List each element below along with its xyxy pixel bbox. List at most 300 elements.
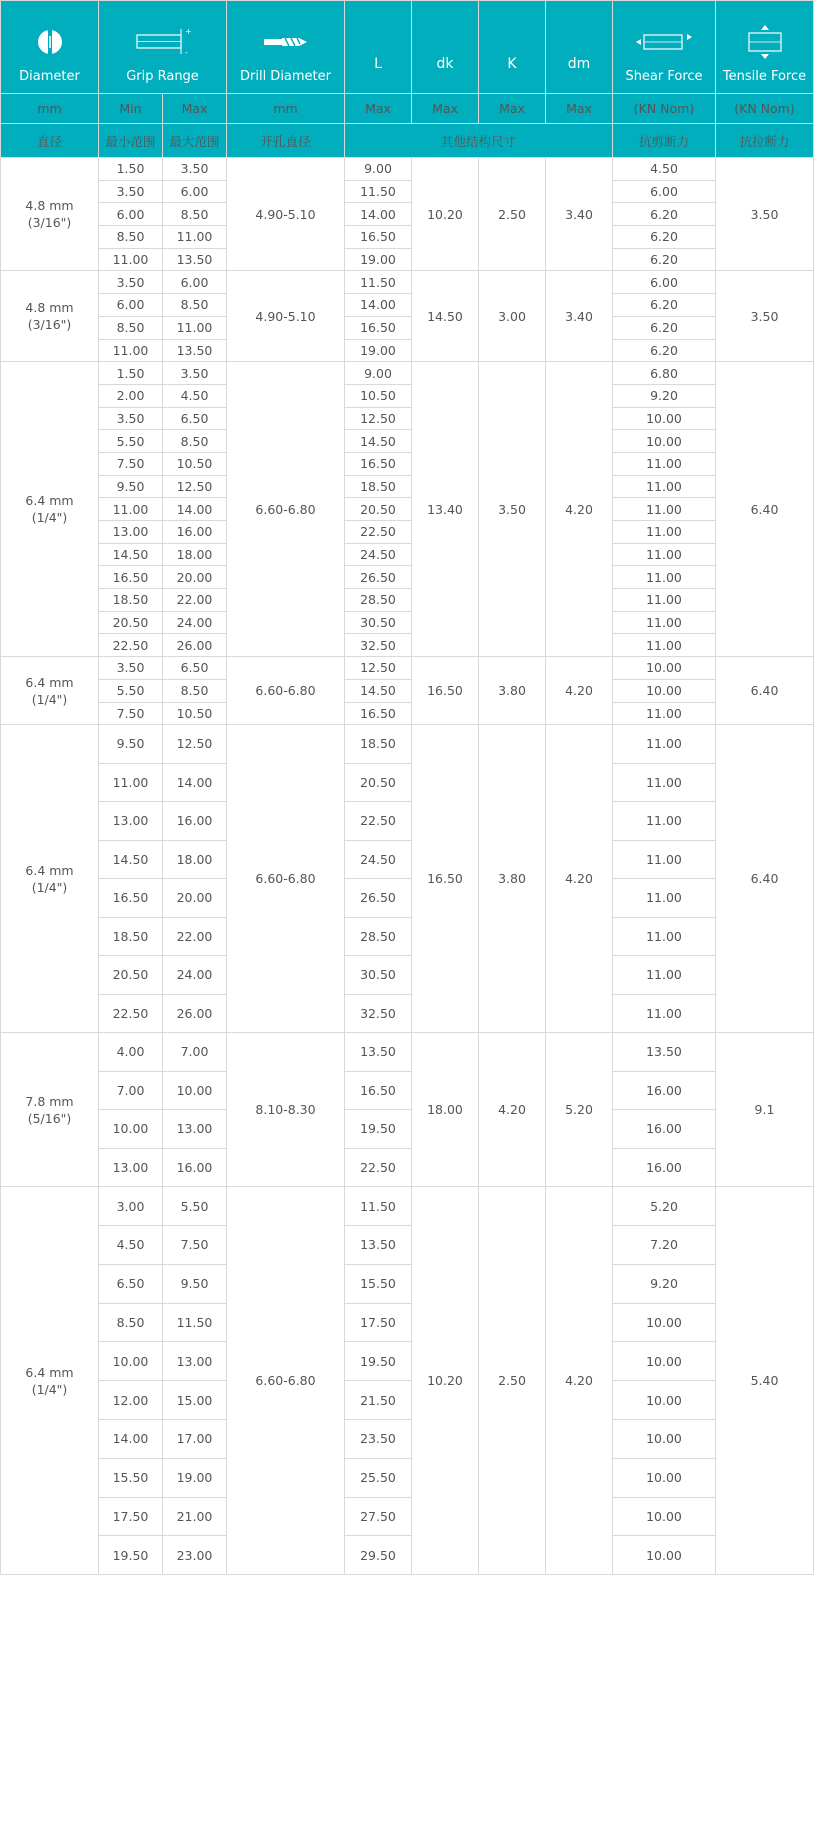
length-cell: 28.50 [345, 917, 412, 956]
dm-cell: 4.20 [546, 1187, 613, 1575]
shear-force-cell: 10.00 [613, 1342, 716, 1381]
grip-max-cell: 18.00 [163, 543, 227, 566]
shear-force-cell: 11.00 [613, 956, 716, 995]
shear-force-icon [613, 11, 715, 51]
shear-force-cell: 5.20 [613, 1187, 716, 1226]
shear-force-cell: 10.00 [613, 1497, 716, 1536]
grip-max-cell: 18.00 [163, 840, 227, 879]
length-cell: 20.50 [345, 498, 412, 521]
drill-diameter-cell: 4.90-5.10 [227, 158, 345, 271]
grip-min-cell: 18.50 [99, 917, 163, 956]
length-cell: 9.00 [345, 362, 412, 385]
length-cell: 21.50 [345, 1381, 412, 1420]
length-cell: 18.50 [345, 475, 412, 498]
shear-force-cell: 10.00 [613, 1536, 716, 1575]
k-cell: 3.80 [479, 725, 546, 1033]
svg-text:+: + [184, 26, 192, 36]
grip-max-cell: 19.00 [163, 1458, 227, 1497]
grip-min-cell: 7.00 [99, 1071, 163, 1110]
length-cell: 22.50 [345, 802, 412, 841]
length-cell: 14.00 [345, 294, 412, 317]
table-row [1, 802, 814, 841]
tensile-force-cell: 6.40 [716, 725, 814, 1033]
grip-min-cell: 20.50 [99, 956, 163, 995]
table-row [1, 521, 814, 544]
dk-cell: 14.50 [412, 271, 479, 362]
table-row [1, 1458, 814, 1497]
diameter-mm: 6.4 mm [25, 493, 74, 509]
shear-force-cell: 11.00 [613, 840, 716, 879]
unit-grip-max: Max [163, 94, 227, 124]
table-row [1, 203, 814, 226]
cn-grip-max: 最大范围 [163, 124, 227, 158]
shear-force-cell: 6.20 [613, 226, 716, 249]
table-row [1, 1225, 814, 1264]
dk-cell: 10.20 [412, 158, 479, 271]
header-dm-label: dm [567, 55, 591, 72]
length-cell: 24.50 [345, 543, 412, 566]
length-cell: 30.50 [345, 611, 412, 634]
diameter-mm: 7.8 mm [25, 1093, 74, 1109]
length-cell: 16.50 [345, 452, 412, 475]
grip-range-icon [99, 11, 226, 57]
diameter-inch: (5/16") [27, 1110, 72, 1126]
dk-cell: 13.40 [412, 362, 479, 657]
grip-max-cell: 10.50 [163, 452, 227, 475]
tensile-force-cell: 3.50 [716, 271, 814, 362]
diameter-cell [1, 362, 99, 657]
cn-shear: 抗剪断力 [613, 124, 716, 158]
diameter-inch: (3/16") [27, 317, 72, 333]
table-row [1, 1536, 814, 1575]
header-tensile-label: Tensile Force [722, 68, 807, 84]
diameter-inch: (1/4") [31, 510, 68, 526]
dk-cell: 18.00 [412, 1033, 479, 1187]
k-cell: 2.50 [479, 1187, 546, 1575]
grip-max-cell: 8.50 [163, 203, 227, 226]
grip-max-cell: 16.00 [163, 521, 227, 544]
shear-force-cell: 6.00 [613, 180, 716, 203]
grip-max-cell: 11.00 [163, 316, 227, 339]
grip-min-cell: 19.50 [99, 1536, 163, 1575]
diameter-mm: 4.8 mm [25, 198, 74, 214]
grip-min-cell: 4.00 [99, 1033, 163, 1072]
grip-max-cell: 5.50 [163, 1187, 227, 1226]
length-cell: 26.50 [345, 566, 412, 589]
unit-dm: Max [546, 94, 613, 124]
table-row [1, 763, 814, 802]
grip-min-cell: 3.50 [99, 271, 163, 294]
grip-min-cell: 5.50 [99, 679, 163, 702]
grip-max-cell: 4.50 [163, 384, 227, 407]
table-row [1, 1110, 814, 1149]
table-row [1, 1303, 814, 1342]
grip-min-cell: 5.50 [99, 430, 163, 453]
shear-force-cell: 10.00 [613, 657, 716, 680]
grip-max-cell: 26.00 [163, 994, 227, 1033]
table-row [1, 271, 814, 294]
grip-max-cell: 13.00 [163, 1342, 227, 1381]
grip-min-cell: 11.00 [99, 763, 163, 802]
grip-max-cell: 24.00 [163, 956, 227, 995]
dk-cell: 16.50 [412, 725, 479, 1033]
shear-force-cell: 7.20 [613, 1225, 716, 1264]
grip-min-cell: 13.00 [99, 1148, 163, 1187]
diameter-cell [1, 1033, 99, 1187]
grip-max-cell: 20.00 [163, 879, 227, 918]
table-row [1, 840, 814, 879]
shear-force-cell: 4.50 [613, 158, 716, 181]
dm-cell: 4.20 [546, 725, 613, 1033]
shear-force-cell: 6.20 [613, 248, 716, 271]
table-row [1, 226, 814, 249]
length-cell: 22.50 [345, 521, 412, 544]
grip-max-cell: 7.50 [163, 1225, 227, 1264]
grip-min-cell: 3.50 [99, 657, 163, 680]
grip-max-cell: 16.00 [163, 1148, 227, 1187]
table-row [1, 1071, 814, 1110]
table-row [1, 316, 814, 339]
shear-force-cell: 11.00 [613, 589, 716, 612]
table-row [1, 1381, 814, 1420]
table-row [1, 634, 814, 657]
diameter-cell [1, 657, 99, 725]
grip-min-cell: 9.50 [99, 725, 163, 764]
drill-diameter-cell: 6.60-6.80 [227, 362, 345, 657]
cn-grip-min: 最小范围 [99, 124, 163, 158]
table-row [1, 1419, 814, 1458]
length-cell: 19.50 [345, 1110, 412, 1149]
shear-force-cell: 6.80 [613, 362, 716, 385]
grip-min-cell: 3.50 [99, 180, 163, 203]
k-cell: 2.50 [479, 158, 546, 271]
grip-min-cell: 13.00 [99, 802, 163, 841]
length-cell: 9.00 [345, 158, 412, 181]
table-row [1, 339, 814, 362]
shear-force-cell: 10.00 [613, 430, 716, 453]
grip-min-cell: 11.00 [99, 339, 163, 362]
rivet-diameter-icon [1, 11, 98, 51]
table-row [1, 452, 814, 475]
table-row [1, 566, 814, 589]
grip-max-cell: 14.00 [163, 763, 227, 802]
header-K-label: K [507, 55, 517, 72]
shear-force-cell: 9.20 [613, 1264, 716, 1303]
unit-drill: mm [227, 94, 345, 124]
grip-min-cell: 7.50 [99, 702, 163, 725]
header-L-label: L [374, 55, 382, 72]
grip-min-cell: 3.50 [99, 407, 163, 430]
header-dk [412, 1, 479, 94]
shear-force-cell: 6.20 [613, 203, 716, 226]
table-row [1, 611, 814, 634]
grip-min-cell: 4.50 [99, 1225, 163, 1264]
grip-min-cell: 6.50 [99, 1264, 163, 1303]
grip-min-cell: 14.50 [99, 840, 163, 879]
grip-max-cell: 12.50 [163, 475, 227, 498]
length-cell: 28.50 [345, 589, 412, 612]
table-row [1, 475, 814, 498]
grip-min-cell: 17.50 [99, 1497, 163, 1536]
length-cell: 18.50 [345, 725, 412, 764]
shear-force-cell: 6.20 [613, 294, 716, 317]
table-row [1, 1148, 814, 1187]
diameter-cell [1, 271, 99, 362]
grip-min-cell: 2.00 [99, 384, 163, 407]
k-cell: 3.00 [479, 271, 546, 362]
grip-min-cell: 8.50 [99, 226, 163, 249]
dm-cell: 4.20 [546, 362, 613, 657]
drill-diameter-cell: 6.60-6.80 [227, 1187, 345, 1575]
table-row [1, 430, 814, 453]
header-drill-label: Drill Diameter [239, 68, 331, 84]
grip-min-cell: 7.50 [99, 452, 163, 475]
header-diameter-label: Diameter [19, 68, 80, 84]
table-row [1, 362, 814, 385]
drill-diameter-cell: 6.60-6.80 [227, 725, 345, 1033]
grip-max-cell: 9.50 [163, 1264, 227, 1303]
table-row [1, 679, 814, 702]
grip-min-cell: 14.00 [99, 1419, 163, 1458]
tensile-force-cell: 6.40 [716, 362, 814, 657]
length-cell: 30.50 [345, 956, 412, 995]
cn-drill: 开孔直径 [227, 124, 345, 158]
header-diameter [1, 1, 99, 94]
grip-max-cell: 23.00 [163, 1536, 227, 1575]
length-cell: 16.50 [345, 226, 412, 249]
shear-force-cell: 11.00 [613, 498, 716, 521]
drill-diameter-cell: 8.10-8.30 [227, 1033, 345, 1187]
grip-max-cell: 17.00 [163, 1419, 227, 1458]
drill-diameter-cell: 4.90-5.10 [227, 271, 345, 362]
grip-max-cell: 13.00 [163, 1110, 227, 1149]
table-row [1, 1497, 814, 1536]
grip-max-cell: 24.00 [163, 611, 227, 634]
shear-force-cell: 11.00 [613, 994, 716, 1033]
header-tensile-force [716, 1, 814, 94]
table-row [1, 1187, 814, 1226]
grip-max-cell: 3.50 [163, 158, 227, 181]
shear-force-cell: 10.00 [613, 1381, 716, 1420]
spec-table-body [1, 158, 814, 1575]
shear-force-cell: 11.00 [613, 521, 716, 544]
grip-max-cell: 8.50 [163, 679, 227, 702]
grip-min-cell: 1.50 [99, 158, 163, 181]
grip-min-cell: 8.50 [99, 1303, 163, 1342]
table-row [1, 1264, 814, 1303]
shear-force-cell: 9.20 [613, 384, 716, 407]
length-cell: 16.50 [345, 1071, 412, 1110]
grip-max-cell: 20.00 [163, 566, 227, 589]
table-row [1, 702, 814, 725]
cn-diameter: 直径 [1, 124, 99, 158]
unit-tensile: (KN Nom) [716, 94, 814, 124]
header-L [345, 1, 412, 94]
length-cell: 19.00 [345, 339, 412, 362]
length-cell: 20.50 [345, 763, 412, 802]
table-row [1, 589, 814, 612]
table-row [1, 994, 814, 1033]
length-cell: 12.50 [345, 657, 412, 680]
shear-force-cell: 10.00 [613, 679, 716, 702]
length-cell: 12.50 [345, 407, 412, 430]
unit-L: Max [345, 94, 412, 124]
dm-cell: 3.40 [546, 158, 613, 271]
unit-dk: Max [412, 94, 479, 124]
grip-min-cell: 12.00 [99, 1381, 163, 1420]
svg-text:-: - [184, 47, 188, 57]
shear-force-cell: 11.00 [613, 802, 716, 841]
tensile-force-cell: 5.40 [716, 1187, 814, 1575]
length-cell: 24.50 [345, 840, 412, 879]
grip-max-cell: 16.00 [163, 802, 227, 841]
length-cell: 11.50 [345, 1187, 412, 1226]
drill-bit-icon [227, 11, 344, 51]
header-grip-range [99, 1, 227, 94]
table-row [1, 543, 814, 566]
length-cell: 14.50 [345, 430, 412, 453]
unit-shear: (KN Nom) [613, 94, 716, 124]
grip-min-cell: 8.50 [99, 316, 163, 339]
length-cell: 14.00 [345, 203, 412, 226]
length-cell: 26.50 [345, 879, 412, 918]
diameter-mm: 4.8 mm [25, 300, 74, 316]
grip-max-cell: 22.00 [163, 917, 227, 956]
length-cell: 13.50 [345, 1033, 412, 1072]
table-row [1, 1033, 814, 1072]
shear-force-cell: 10.00 [613, 1303, 716, 1342]
grip-max-cell: 8.50 [163, 430, 227, 453]
length-cell: 15.50 [345, 1264, 412, 1303]
grip-max-cell: 22.00 [163, 589, 227, 612]
dm-cell: 5.20 [546, 1033, 613, 1187]
k-cell: 4.20 [479, 1033, 546, 1187]
shear-force-cell: 6.00 [613, 271, 716, 294]
diameter-cell [1, 1187, 99, 1575]
grip-min-cell: 15.50 [99, 1458, 163, 1497]
length-cell: 23.50 [345, 1419, 412, 1458]
grip-max-cell: 6.00 [163, 271, 227, 294]
grip-min-cell: 22.50 [99, 994, 163, 1033]
header-shear-force [613, 1, 716, 94]
grip-min-cell: 11.00 [99, 248, 163, 271]
grip-max-cell: 6.50 [163, 657, 227, 680]
grip-max-cell: 14.00 [163, 498, 227, 521]
length-cell: 17.50 [345, 1303, 412, 1342]
shear-force-cell: 11.00 [613, 543, 716, 566]
shear-force-cell: 10.00 [613, 407, 716, 430]
shear-force-cell: 11.00 [613, 917, 716, 956]
shear-force-cell: 11.00 [613, 611, 716, 634]
grip-min-cell: 22.50 [99, 634, 163, 657]
k-cell: 3.80 [479, 657, 546, 725]
table-row [1, 725, 814, 764]
grip-max-cell: 10.00 [163, 1071, 227, 1110]
table-row [1, 956, 814, 995]
shear-force-cell: 16.00 [613, 1071, 716, 1110]
length-cell: 32.50 [345, 994, 412, 1033]
grip-max-cell: 11.00 [163, 226, 227, 249]
shear-force-cell: 11.00 [613, 452, 716, 475]
table-row [1, 248, 814, 271]
grip-min-cell: 6.00 [99, 294, 163, 317]
length-cell: 13.50 [345, 1225, 412, 1264]
grip-min-cell: 10.00 [99, 1342, 163, 1381]
header-drill-diameter [227, 1, 345, 94]
grip-max-cell: 3.50 [163, 362, 227, 385]
unit-row [1, 94, 814, 124]
length-cell: 16.50 [345, 702, 412, 725]
length-cell: 16.50 [345, 316, 412, 339]
cn-other-dimensions: 其他结构尺寸 [345, 124, 613, 158]
length-cell: 10.50 [345, 384, 412, 407]
grip-min-cell: 13.00 [99, 521, 163, 544]
length-cell: 27.50 [345, 1497, 412, 1536]
diameter-mm: 6.4 mm [25, 674, 74, 690]
length-cell: 11.50 [345, 271, 412, 294]
header-dk-label: dk [436, 55, 454, 72]
grip-min-cell: 6.00 [99, 203, 163, 226]
shear-force-cell: 11.00 [613, 879, 716, 918]
table-row [1, 879, 814, 918]
grip-max-cell: 12.50 [163, 725, 227, 764]
diameter-inch: (1/4") [31, 879, 68, 895]
unit-grip-min: Min [99, 94, 163, 124]
grip-min-cell: 3.00 [99, 1187, 163, 1226]
grip-max-cell: 21.00 [163, 1497, 227, 1536]
table-row [1, 180, 814, 203]
grip-min-cell: 16.50 [99, 566, 163, 589]
shear-force-cell: 16.00 [613, 1110, 716, 1149]
unit-K: Max [479, 94, 546, 124]
diameter-mm: 6.4 mm [25, 1364, 74, 1380]
grip-min-cell: 14.50 [99, 543, 163, 566]
table-row [1, 158, 814, 181]
table-row [1, 294, 814, 317]
length-cell: 19.50 [345, 1342, 412, 1381]
grip-min-cell: 18.50 [99, 589, 163, 612]
header-K [479, 1, 546, 94]
cn-tensile: 抗拉断力 [716, 124, 814, 158]
grip-max-cell: 8.50 [163, 294, 227, 317]
shear-force-cell: 10.00 [613, 1419, 716, 1458]
grip-max-cell: 6.00 [163, 180, 227, 203]
shear-force-cell: 16.00 [613, 1148, 716, 1187]
dm-cell: 3.40 [546, 271, 613, 362]
table-row [1, 1342, 814, 1381]
table-row [1, 498, 814, 521]
grip-max-cell: 13.50 [163, 339, 227, 362]
length-cell: 25.50 [345, 1458, 412, 1497]
shear-force-cell: 13.50 [613, 1033, 716, 1072]
grip-max-cell: 11.50 [163, 1303, 227, 1342]
shear-force-cell: 11.00 [613, 634, 716, 657]
grip-max-cell: 10.50 [163, 702, 227, 725]
header-grip-range-label: Grip Range [126, 68, 199, 84]
length-cell: 11.50 [345, 180, 412, 203]
length-cell: 32.50 [345, 634, 412, 657]
tensile-force-cell: 3.50 [716, 158, 814, 271]
grip-max-cell: 13.50 [163, 248, 227, 271]
diameter-inch: (1/4") [31, 1381, 68, 1397]
table-row [1, 384, 814, 407]
shear-force-cell: 6.20 [613, 316, 716, 339]
length-cell: 19.00 [345, 248, 412, 271]
shear-force-cell: 11.00 [613, 725, 716, 764]
diameter-inch: (3/16") [27, 215, 72, 231]
header-dm [546, 1, 613, 94]
shear-force-cell: 11.00 [613, 475, 716, 498]
